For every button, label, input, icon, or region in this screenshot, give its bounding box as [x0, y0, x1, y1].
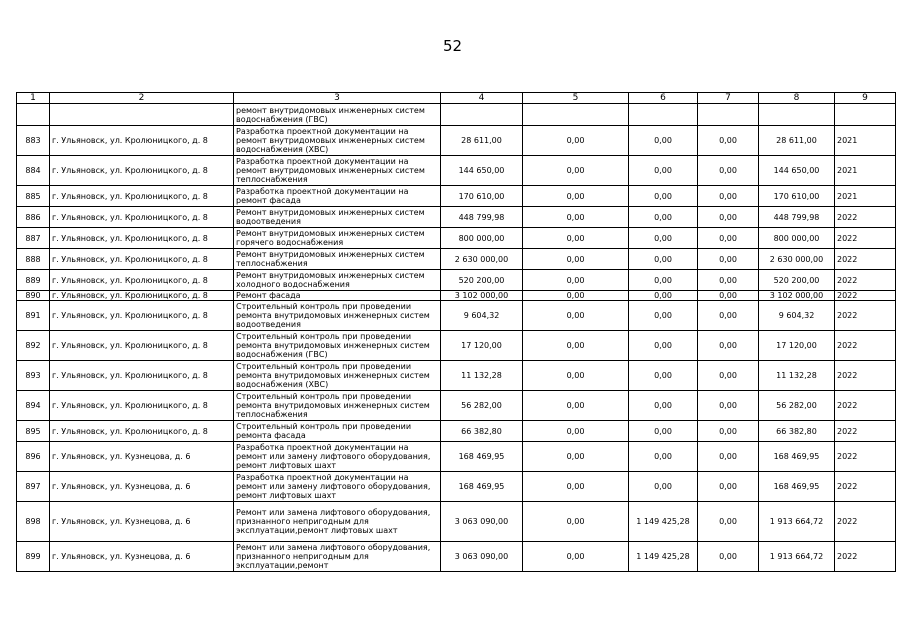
table-row [17, 331, 896, 361]
value-cell-8: 170 610,00 [759, 186, 835, 207]
value-cell-8: 520 200,00 [759, 270, 835, 291]
table-row [17, 126, 896, 156]
value-cell-6: 0,00 [629, 270, 698, 291]
total-cost-cell: 2 630 000,00 [441, 249, 523, 270]
value-cell-6: 0,00 [629, 291, 698, 301]
table-row [17, 442, 896, 472]
row-number: 889 [17, 270, 50, 291]
total-cost-cell: 144 650,00 [441, 156, 523, 186]
row-number: 885 [17, 186, 50, 207]
value-cell-5: 0,00 [523, 207, 629, 228]
work-type-cell: Разработка проектной документации на ремонт или замену лифтового оборудования, ремонт лифтовых шахт [234, 472, 441, 502]
address-cell: г. Ульяновск, ул. Кролюницкого, д. 8 [50, 391, 234, 421]
total-cost-cell: 17 120,00 [441, 331, 523, 361]
year-cell: 2022 [835, 502, 896, 542]
total-cost-cell: 3 102 000,00 [441, 291, 523, 301]
row-number: 897 [17, 472, 50, 502]
value-cell-5: 0,00 [523, 502, 629, 542]
value-cell-8: 2 630 000,00 [759, 249, 835, 270]
table-row [17, 270, 896, 291]
value-cell-8: 168 469,95 [759, 442, 835, 472]
work-type-cell: Ремонт внутридомовых инженерных систем холодного водоснабжения [234, 270, 441, 291]
value-cell-6: 0,00 [629, 391, 698, 421]
total-cost-cell: 800 000,00 [441, 228, 523, 249]
total-cost-cell: 520 200,00 [441, 270, 523, 291]
table-row [17, 249, 896, 270]
table-row [17, 502, 896, 542]
table-row [17, 104, 896, 126]
table-row [17, 472, 896, 502]
value-cell-8: 17 120,00 [759, 331, 835, 361]
value-cell-8: 1 913 664,72 [759, 542, 835, 572]
value-cell-7: 0,00 [698, 207, 759, 228]
value-cell-7: 0,00 [698, 301, 759, 331]
work-type-cell: Разработка проектной документации на ремонт или замену лифтового оборудования, ремонт лифтовых шахт [234, 442, 441, 472]
year-cell: 2021 [835, 186, 896, 207]
value-cell-7: 0,00 [698, 126, 759, 156]
work-type-cell: Строительный контроль при проведении ремонта внутридомовых инженерных систем водоотведения [234, 301, 441, 331]
table-row [17, 391, 896, 421]
value-cell-8: 800 000,00 [759, 228, 835, 249]
year-cell: 2022 [835, 542, 896, 572]
work-type-cell: Разработка проектной документации на ремонт внутридомовых инженерных систем водоснабжения (ХВС) [234, 126, 441, 156]
value-cell-8: 1 913 664,72 [759, 502, 835, 542]
value-cell-8: 66 382,80 [759, 421, 835, 442]
address-cell: г. Ульяновск, ул. Кролюницкого, д. 8 [50, 249, 234, 270]
value-cell-8: 168 469,95 [759, 472, 835, 502]
address-cell: г. Ульяновск, ул. Кролюницкого, д. 8 [50, 207, 234, 228]
work-type-cell: Ремонт фасада [234, 291, 441, 301]
table-row [17, 421, 896, 442]
column-header: 8 [759, 93, 835, 104]
value-cell-6: 0,00 [629, 186, 698, 207]
total-cost-cell: 3 063 090,00 [441, 502, 523, 542]
value-cell-8: 448 799,98 [759, 207, 835, 228]
row-number: 891 [17, 301, 50, 331]
value-cell-7: 0,00 [698, 421, 759, 442]
work-type-cell: Разработка проектной документации на ремонт фасада [234, 186, 441, 207]
value-cell-7: 0,00 [698, 331, 759, 361]
year-cell [835, 104, 896, 126]
address-cell: г. Ульяновск, ул. Кузнецова, д. 6 [50, 442, 234, 472]
column-header: 5 [523, 93, 629, 104]
year-cell: 2022 [835, 331, 896, 361]
column-header: 9 [835, 93, 896, 104]
address-cell: г. Ульяновск, ул. Кролюницкого, д. 8 [50, 156, 234, 186]
table-row [17, 291, 896, 301]
address-cell: г. Ульяновск, ул. Кролюницкого, д. 8 [50, 361, 234, 391]
value-cell-5: 0,00 [523, 291, 629, 301]
address-cell: г. Ульяновск, ул. Кролюницкого, д. 8 [50, 126, 234, 156]
year-cell: 2021 [835, 126, 896, 156]
work-type-cell: Строительный контроль при проведении ремонта фасада [234, 421, 441, 442]
total-cost-cell: 3 063 090,00 [441, 542, 523, 572]
total-cost-cell: 168 469,95 [441, 472, 523, 502]
value-cell-6 [629, 104, 698, 126]
value-cell-8: 28 611,00 [759, 126, 835, 156]
value-cell-6: 0,00 [629, 331, 698, 361]
address-cell: г. Ульяновск, ул. Кролюницкого, д. 8 [50, 270, 234, 291]
work-type-cell: Ремонт внутридомовых инженерных систем теплоснабжения [234, 249, 441, 270]
value-cell-5 [523, 104, 629, 126]
value-cell-5: 0,00 [523, 361, 629, 391]
year-cell: 2022 [835, 472, 896, 502]
value-cell-8: 144 650,00 [759, 156, 835, 186]
value-cell-7: 0,00 [698, 472, 759, 502]
row-number: 884 [17, 156, 50, 186]
value-cell-7: 0,00 [698, 186, 759, 207]
value-cell-5: 0,00 [523, 542, 629, 572]
value-cell-7 [698, 104, 759, 126]
total-cost-cell: 66 382,80 [441, 421, 523, 442]
column-header: 4 [441, 93, 523, 104]
value-cell-6: 0,00 [629, 207, 698, 228]
row-number: 892 [17, 331, 50, 361]
value-cell-7: 0,00 [698, 542, 759, 572]
address-cell: г. Ульяновск, ул. Кузнецова, д. 6 [50, 542, 234, 572]
value-cell-5: 0,00 [523, 270, 629, 291]
total-cost-cell: 168 469,95 [441, 442, 523, 472]
work-type-cell: ремонт внутридомовых инженерных систем водоснабжения (ГВС) [234, 104, 441, 126]
value-cell-8: 56 282,00 [759, 391, 835, 421]
value-cell-8: 11 132,28 [759, 361, 835, 391]
value-cell-7: 0,00 [698, 502, 759, 542]
value-cell-5: 0,00 [523, 228, 629, 249]
total-cost-cell: 170 610,00 [441, 186, 523, 207]
row-number: 896 [17, 442, 50, 472]
value-cell-7: 0,00 [698, 361, 759, 391]
table-row [17, 228, 896, 249]
work-type-cell: Ремонт внутридомовых инженерных систем горячего водоснабжения [234, 228, 441, 249]
value-cell-8: 9 604,32 [759, 301, 835, 331]
row-number: 886 [17, 207, 50, 228]
address-cell: г. Ульяновск, ул. Кролюницкого, д. 8 [50, 331, 234, 361]
value-cell-5: 0,00 [523, 156, 629, 186]
value-cell-7: 0,00 [698, 249, 759, 270]
year-cell: 2022 [835, 270, 896, 291]
work-type-cell: Ремонт внутридомовых инженерных систем водоотведения [234, 207, 441, 228]
value-cell-7: 0,00 [698, 291, 759, 301]
column-header: 7 [698, 93, 759, 104]
year-cell: 2022 [835, 301, 896, 331]
year-cell: 2022 [835, 421, 896, 442]
value-cell-7: 0,00 [698, 228, 759, 249]
value-cell-7: 0,00 [698, 270, 759, 291]
year-cell: 2022 [835, 249, 896, 270]
address-cell [50, 104, 234, 126]
value-cell-6: 0,00 [629, 249, 698, 270]
address-cell: г. Ульяновск, ул. Кузнецова, д. 6 [50, 472, 234, 502]
row-number: 888 [17, 249, 50, 270]
value-cell-6: 1 149 425,28 [629, 542, 698, 572]
year-cell: 2022 [835, 442, 896, 472]
value-cell-5: 0,00 [523, 472, 629, 502]
row-number: 893 [17, 361, 50, 391]
column-header: 2 [50, 93, 234, 104]
value-cell-5: 0,00 [523, 301, 629, 331]
work-type-cell: Строительный контроль при проведении ремонта внутридомовых инженерных систем водоснабжения (ГВС) [234, 331, 441, 361]
work-type-cell: Ремонт или замена лифтового оборудования, признанного непригодным для эксплуатации,ремонт [234, 542, 441, 572]
table-row [17, 301, 896, 331]
column-header: 6 [629, 93, 698, 104]
year-cell: 2022 [835, 228, 896, 249]
table-row [17, 542, 896, 572]
total-cost-cell: 11 132,28 [441, 361, 523, 391]
value-cell-7: 0,00 [698, 156, 759, 186]
table-row [17, 207, 896, 228]
value-cell-5: 0,00 [523, 391, 629, 421]
address-cell: г. Ульяновск, ул. Кролюницкого, д. 8 [50, 186, 234, 207]
work-type-cell: Строительный контроль при проведении ремонта внутридомовых инженерных систем теплоснабжения [234, 391, 441, 421]
value-cell-5: 0,00 [523, 331, 629, 361]
value-cell-5: 0,00 [523, 442, 629, 472]
row-number: 887 [17, 228, 50, 249]
value-cell-6: 0,00 [629, 361, 698, 391]
value-cell-5: 0,00 [523, 249, 629, 270]
value-cell-5: 0,00 [523, 421, 629, 442]
year-cell: 2022 [835, 207, 896, 228]
value-cell-6: 0,00 [629, 301, 698, 331]
value-cell-6: 0,00 [629, 228, 698, 249]
total-cost-cell: 28 611,00 [441, 126, 523, 156]
address-cell: г. Ульяновск, ул. Кузнецова, д. 6 [50, 502, 234, 542]
table-row [17, 156, 896, 186]
address-cell: г. Ульяновск, ул. Кролюницкого, д. 8 [50, 291, 234, 301]
total-cost-cell: 9 604,32 [441, 301, 523, 331]
row-number [17, 104, 50, 126]
year-cell: 2022 [835, 391, 896, 421]
table-row [17, 361, 896, 391]
value-cell-8 [759, 104, 835, 126]
row-number: 883 [17, 126, 50, 156]
table-body [17, 104, 896, 572]
total-cost-cell: 448 799,98 [441, 207, 523, 228]
row-number: 899 [17, 542, 50, 572]
row-number: 895 [17, 421, 50, 442]
value-cell-6: 0,00 [629, 421, 698, 442]
value-cell-5: 0,00 [523, 126, 629, 156]
work-type-cell: Ремонт или замена лифтового оборудования, признанного непригодным для эксплуатации,ремонт лифтовых шахт [234, 502, 441, 542]
work-type-cell: Строительный контроль при проведении ремонта внутридомовых инженерных систем водоснабжения (ХВС) [234, 361, 441, 391]
table-row [17, 186, 896, 207]
total-cost-cell: 56 282,00 [441, 391, 523, 421]
value-cell-6: 1 149 425,28 [629, 502, 698, 542]
year-cell: 2022 [835, 361, 896, 391]
value-cell-7: 0,00 [698, 391, 759, 421]
work-schedule-table [16, 92, 896, 572]
row-number: 894 [17, 391, 50, 421]
value-cell-8: 3 102 000,00 [759, 291, 835, 301]
address-cell: г. Ульяновск, ул. Кролюницкого, д. 8 [50, 421, 234, 442]
page-number: 52 [442, 37, 463, 55]
total-cost-cell [441, 104, 523, 126]
row-number: 890 [17, 291, 50, 301]
address-cell: г. Ульяновск, ул. Кролюницкого, д. 8 [50, 228, 234, 249]
value-cell-6: 0,00 [629, 126, 698, 156]
value-cell-5: 0,00 [523, 186, 629, 207]
year-cell: 2021 [835, 156, 896, 186]
row-number: 898 [17, 502, 50, 542]
column-number-row [17, 93, 896, 104]
year-cell: 2022 [835, 291, 896, 301]
value-cell-6: 0,00 [629, 472, 698, 502]
column-header: 1 [17, 93, 50, 104]
value-cell-7: 0,00 [698, 442, 759, 472]
work-type-cell: Разработка проектной документации на ремонт внутридомовых инженерных систем теплоснабжения [234, 156, 441, 186]
address-cell: г. Ульяновск, ул. Кролюницкого, д. 8 [50, 301, 234, 331]
value-cell-6: 0,00 [629, 442, 698, 472]
column-header: 3 [234, 93, 441, 104]
value-cell-6: 0,00 [629, 156, 698, 186]
